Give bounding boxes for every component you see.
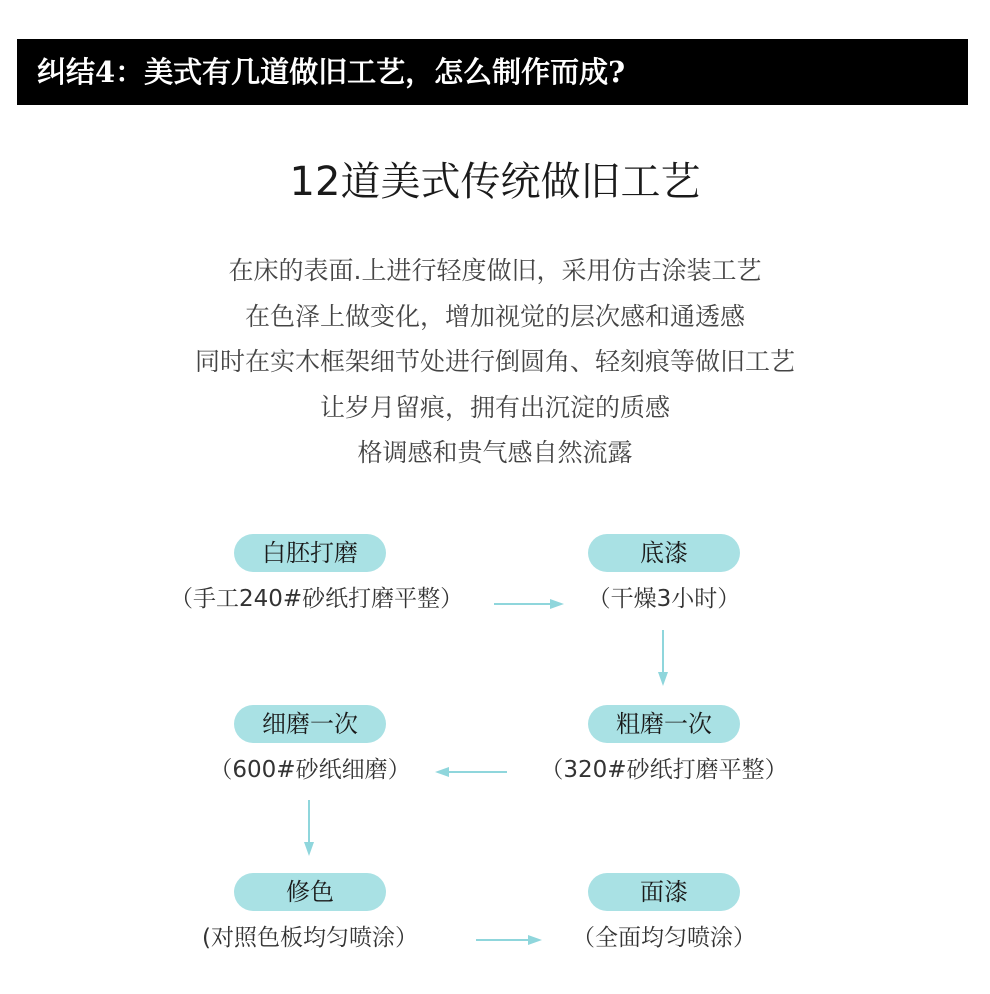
arrow-right-icon bbox=[476, 935, 542, 945]
arrow-left-icon bbox=[435, 767, 507, 777]
page-title: 12道美式传统做旧工艺 bbox=[289, 159, 701, 205]
header-title: 纠结4：美式有几道做旧工艺，怎么制作而成? bbox=[37, 55, 626, 89]
step-note: （全面均匀喷涂） bbox=[572, 925, 756, 951]
arrow-right-icon bbox=[494, 599, 564, 609]
step-title: 底漆 bbox=[588, 534, 740, 572]
step-title: 粗磨一次 bbox=[588, 705, 740, 743]
description-line: 同时在实木框架细节处进行倒圆角、轻刻痕等做旧工艺 bbox=[194, 347, 795, 376]
step-title: 面漆 bbox=[588, 873, 740, 911]
step-note: （320#砂纸打磨平整） bbox=[540, 757, 788, 783]
description-line: 在床的表面.上进行轻度做旧，采用仿古涂装工艺 bbox=[228, 256, 762, 285]
step-note: （干燥3小时） bbox=[587, 586, 741, 612]
step-title: 修色 bbox=[234, 873, 386, 911]
step-title: 白胚打磨 bbox=[234, 534, 386, 572]
step-note: （600#砂纸细磨） bbox=[209, 757, 411, 783]
description-line: 在色泽上做变化，增加视觉的层次感和通透感 bbox=[244, 301, 745, 331]
description-line: 让岁月留痕，拥有出沉淀的质感 bbox=[319, 392, 670, 422]
step-note: （手工240#砂纸打磨平整） bbox=[170, 586, 464, 612]
step-title: 细磨一次 bbox=[234, 705, 386, 743]
step-note: (对照色板均匀喷涂） bbox=[202, 925, 418, 951]
arrow-down-icon bbox=[304, 800, 314, 856]
description-line: 格调感和贵气感自然流露 bbox=[357, 438, 633, 467]
arrow-down-icon bbox=[658, 630, 668, 686]
